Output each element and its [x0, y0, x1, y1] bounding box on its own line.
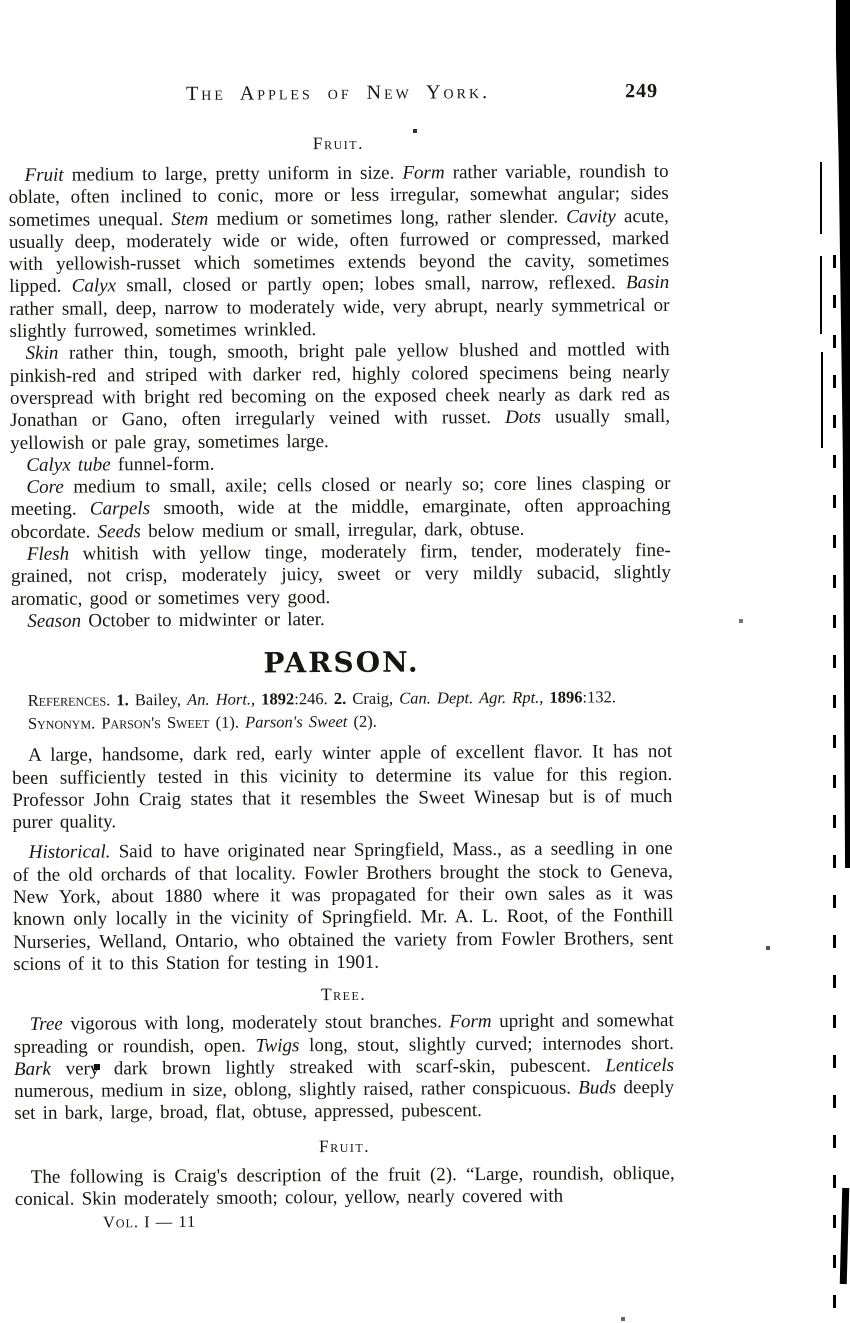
flesh-description-paragraph: Flesh whitish with yellow tinge, moderately firm, tender, moderately fine-grained, not crisp, moderately juicy, sweet or very mildly subacid, slightly aromatic, good or sometimes very good. [10, 540, 672, 610]
section-heading-tree: Tree. [320, 984, 367, 1005]
synonym-line: Synonym. Parson's Sweet (1). Parson's Sweet (2). [27, 711, 377, 734]
scan-gutter-bar-bottom [840, 1188, 850, 1284]
scan-edge-line [820, 162, 822, 234]
scan-edge-line [820, 256, 822, 334]
core-description-paragraph: Core medium to small, axile; cells closed or nearly so; core lines clasping or meeting. Carpels smooth, wide at the middle, emarginate, often approaching obcordate. Seeds below medium or small, irregular, dark, obtuse. [10, 473, 671, 543]
section-heading-fruit-2: Fruit. [318, 1135, 371, 1156]
variety-heading-parson: PARSON. [263, 645, 420, 680]
skin-description-paragraph: Skin rather thin, tough, smooth, bright pale yellow blushed and mottled with pinkish-red and striped with darker red, highly colored specimens being nearly overspread with bright red becoming on the exposed cheek nearly as dark red as Jonathan or Gano, often irregularly veined with russet. Dots usually small, yellowish or pale gray, sometimes large. [9, 339, 671, 454]
running-header [8, 80, 668, 108]
scan-edge-line [821, 352, 823, 448]
volume-signature-note: Vol. I — 11 [102, 1212, 197, 1232]
season-paragraph: Season October to midwinter or later. [27, 609, 325, 632]
historical-paragraph: Historical. Said to have originated near Springfield, Mass., as a seedling in one of the old orchards of that locality. Fowler Brothers brought the stock to Geneva, New York, about 1880 where it was propagated for their own sales as it was known only locally in the vicinity of Springfield. Mr. A. L. Root, of the Fonthill Nurseries, Welland, Ontario, who obtained the variety from Fowler Brothers, sent scions of it to this Station for testing in 1901. [12, 838, 674, 975]
page-number: 249 [624, 80, 659, 103]
craig-description-paragraph: The following is Craig's description of the fruit (2). “Large, roundish, oblique, conical. Skin moderately smooth; colour, yellow, nearly covered with [14, 1162, 675, 1210]
tree-description-paragraph: Tree vigorous with long, moderately stout branches. Form upright and somewhat spreading or roundish, open. Twigs long, stout, slightly curved; internodes short. Bark very dark brown lightly streaked with scarf-skin, pubescent. Lenticels numerous, medium in size, oblong, slightly raised, rather conspicuous. Buds deeply set in bark, large, broad, flat, obtuse, appressed, pubescent. [13, 1010, 675, 1125]
calyx-tube-paragraph: Calyx tube funnel-form. [26, 453, 215, 476]
scan-specks [0, 0, 2, 2]
fruit-description-paragraph: Fruit medium to large, pretty uniform in size. Form rather variable, roundish to oblate, often inclined to conic, more or less irregular, somewhat angular; sides sometimes unequal. Stem medium or sometimes long, rather slender. Cavity acute, usually deep, moderately wide or wide, often furrowed or compressed, marked with yellowish-russet which sometimes extends beyond the cavity, sometimes lipped. Calyx small, closed or partly open; lobes small, narrow, reflexed. Basin rather small, deep, narrow to moderately wide, very abrupt, nearly symmetrical or slightly furrowed, sometimes wrinkled. [8, 160, 670, 343]
references-line: References. 1. Bailey, An. Hort., 1892:246. 2. Craig, Can. Dept. Agr. Rpt., 1896:132. [27, 687, 617, 711]
section-heading-fruit: Fruit. [312, 132, 364, 154]
intro-paragraph: A large, handsome, dark red, early winter apple of excellent flavor. It has not been sufficiently tested in this vicinity to determine its value for this region. Professor John Craig states that it resembles the Sweet Winesap but is of much purer quality. [12, 741, 673, 834]
running-title: The Apples of New York. [185, 81, 491, 105]
page-text-block [8, 80, 675, 1233]
scan-dash-marks [833, 255, 836, 1315]
